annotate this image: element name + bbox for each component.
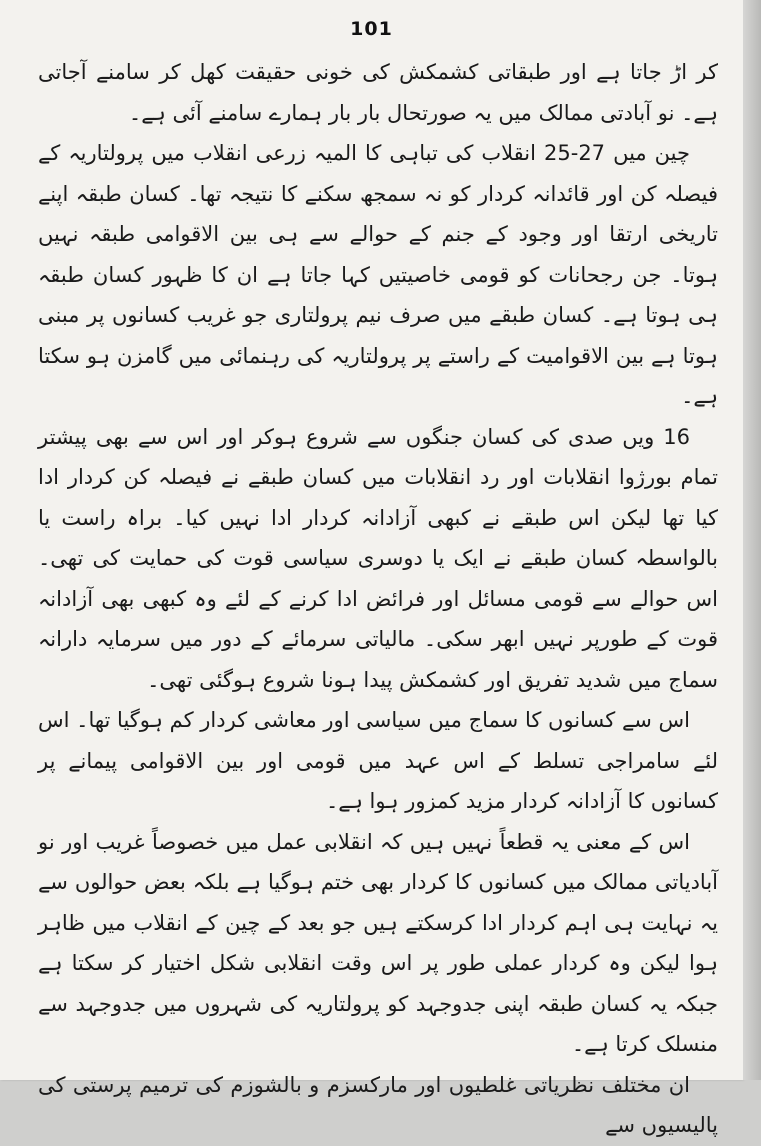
paragraph: اس کے معنی یہ قطعاً نہیں ہیں کہ انقلابی عمل میں خصوصاً غریب اور نو آبادیاتی ممالک میں کسانوں کا کردار بھی ختم ہوگیا ہے بلکہ بعض حوالوں سے یہ نہایت ہی اہم کردار ادا کرسکتے ہیں جو بعد کے چین کے انقلاب میں ظاہر ہوا لیکن وہ کردار عملی طور پر اس وقت انقلابی شکل اختیار کر سکتا ہے جبکہ یہ کسان طبقہ اپنی جدوجہد کو پرولتاریہ کی شہروں میں جدوجہد سے منسلک کرتا ہے۔ xyxy=(38,829,718,1056)
paragraph: چین میں 27-25 انقلاب کی تباہی کا المیہ زرعی انقلاب میں پرولتاریہ کے فیصلہ کن اور قائدانہ کردار کو نہ سمجھ سکنے کا نتیجہ تھا۔ کسان طبقہ اپنے تاریخی ارتقا اور وجود کے جنم کے حوالے سے ہی بین الاقوامی طبقہ نہیں ہوتا۔ جن رجحانات کو قومی خاصیتیں کہا جاتا ہے ان کا ظہور کسان طبقہ ہی ہوتا ہے۔ کسان طبقے میں صرف نیم پرولتاری جو غریب کسانوں پر مبنی ہوتا ہے بین الاقوامیت کے راستے پر پرولتاریہ کی رہنمائی میں گامزن ہو سکتا ہے۔ xyxy=(38,141,718,408)
paragraph: اس سے کسانوں کا سماج میں سیاسی اور معاشی کردار کم ہوگیا تھا۔ اس لئے سامراجی تسلط کے اس عہد میں قومی اور بین الاقوامی پیمانے پر کسانوں کا آزادانہ کردار مزید کمزور ہوا ہے۔ xyxy=(38,708,718,813)
body-text xyxy=(38,52,718,1146)
page-number: 101 xyxy=(350,18,393,40)
paragraph: ان مختلف نظریاتی غلطیوں اور مارکسزم و بالشوزم کی ترمیم پرستی کی پالیسیوں سے xyxy=(38,1072,718,1137)
page-edge xyxy=(743,0,761,1080)
paragraph: 16 ویں صدی کی کسان جنگوں سے شروع ہوکر اور اس سے بھی پیشتر تمام بورژوا انقلابات اور رد انقلابات میں کسان طبقے نے فیصلہ کن کردار ادا کیا تھا لیکن اس طبقے نے کبھی آزادانہ کردار ادا نہیں کیا۔ براہ راست یا بالواسطہ کسان طبقے نے ایک یا دوسری سیاسی قوت کی حمایت کی تھی۔ اس حوالے سے قومی مسائل اور فرائض ادا کرنے کے لئے وہ کبھی بھی آزادانہ قوت کے طورپر نہیں ابھر سکی۔ مالیاتی سرمائے کے دور میں سرمایہ دارانہ سماج میں شدید تفریق اور کشمکش پیدا ہونا شروع ہوگئی تھی۔ xyxy=(38,424,718,692)
paragraph: کر اڑ جاتا ہے اور طبقاتی کشمکش کی خونی حقیقت کھل کر سامنے آجاتی ہے۔ نو آبادتی ممالک میں یہ صورتحال بار بار ہمارے سامنے آئی ہے۔ xyxy=(38,60,718,125)
